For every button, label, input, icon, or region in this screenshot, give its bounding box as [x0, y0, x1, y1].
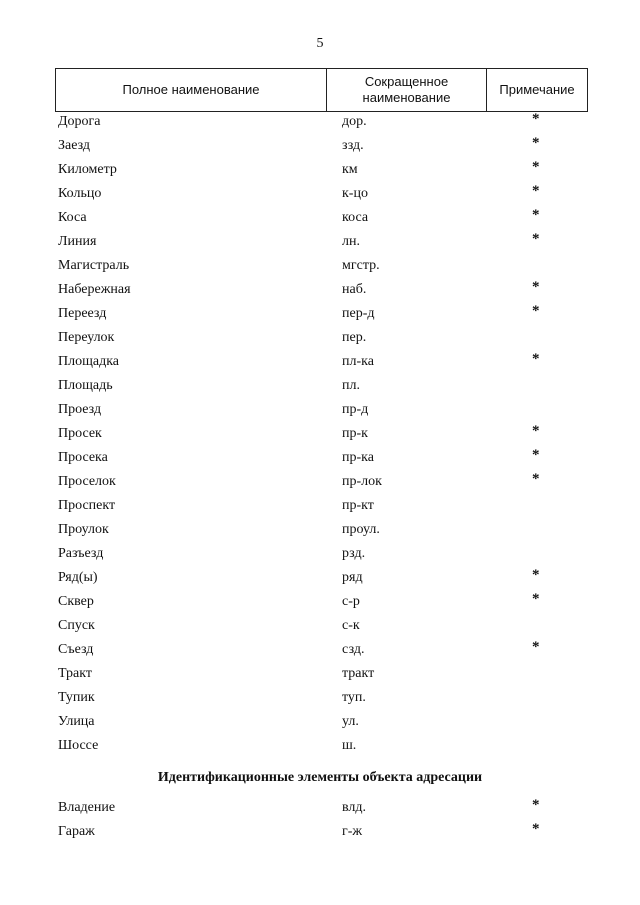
short-name-cell: дор.	[342, 114, 367, 129]
short-name-cell: наб.	[342, 282, 367, 297]
full-name-cell: Разъезд	[58, 546, 104, 561]
note-cell: *	[532, 567, 540, 583]
short-name-cell: пр-кт	[342, 498, 374, 513]
short-name-cell: ул.	[342, 714, 359, 729]
table-row	[0, 542, 640, 566]
full-name-cell: Переезд	[58, 306, 107, 321]
table-row	[0, 614, 640, 638]
note-cell: *	[532, 279, 540, 295]
table-row	[0, 590, 640, 614]
full-name-cell: Километр	[58, 162, 117, 177]
short-name-cell: с-р	[342, 594, 360, 609]
short-name-cell: ззд.	[342, 138, 364, 153]
table-row	[0, 278, 640, 302]
full-name-cell: Заезд	[58, 138, 91, 153]
short-name-cell: к-цо	[342, 186, 368, 201]
note-cell: *	[532, 797, 540, 813]
short-name-cell: мгстр.	[342, 258, 380, 273]
header-full-name: Полное наименование	[56, 69, 327, 112]
short-name-cell: рзд.	[342, 546, 366, 561]
table-row	[0, 820, 640, 844]
page-number: 5	[316, 36, 324, 51]
full-name-cell: Шоссе	[58, 738, 99, 753]
short-name-cell: тракт	[342, 666, 375, 681]
header-short-name-line2: наименование	[362, 90, 451, 105]
full-name-cell: Тракт	[58, 666, 92, 681]
table-row	[0, 182, 640, 206]
short-name-cell: пр-ка	[342, 450, 374, 465]
table-row	[0, 158, 640, 182]
table-row	[0, 302, 640, 326]
note-cell: *	[532, 159, 540, 175]
table-row	[0, 686, 640, 710]
note-cell: *	[532, 423, 540, 439]
full-name-cell: Сквер	[58, 594, 94, 609]
full-name-cell: Коса	[58, 210, 87, 225]
short-name-cell: г-ж	[342, 824, 363, 839]
full-name-cell: Владение	[58, 800, 116, 815]
full-name-cell: Тупик	[58, 690, 95, 705]
header-short-name-line1: Сокращенное	[364, 74, 449, 89]
short-name-cell: пр-к	[342, 426, 368, 441]
identification-elements-list	[0, 796, 640, 844]
table-row	[0, 374, 640, 398]
header-note: Примечание	[487, 69, 588, 112]
table-row	[0, 518, 640, 542]
note-cell: *	[532, 639, 540, 655]
table-row	[0, 350, 640, 374]
table-row	[0, 110, 640, 134]
full-name-cell: Гараж	[58, 824, 95, 839]
table-row	[0, 734, 640, 758]
short-name-cell: ш.	[342, 738, 357, 753]
full-name-cell: Набережная	[58, 282, 131, 297]
table-row	[0, 710, 640, 734]
short-name-cell: пр-лок	[342, 474, 382, 489]
full-name-cell: Проспект	[58, 498, 116, 513]
table-row	[0, 254, 640, 278]
full-name-cell: Площадка	[58, 354, 120, 369]
full-name-cell: Проезд	[58, 402, 102, 417]
table-row	[0, 206, 640, 230]
full-name-cell: Дорога	[58, 114, 101, 129]
table-row	[0, 494, 640, 518]
note-cell: *	[532, 135, 540, 151]
section-title: Идентификационные элементы объекта адресации	[157, 770, 483, 785]
note-cell: *	[532, 207, 540, 223]
short-name-cell: пл-ка	[342, 354, 374, 369]
table-row	[0, 398, 640, 422]
short-name-cell: пер-д	[342, 306, 375, 321]
full-name-cell: Кольцо	[58, 186, 102, 201]
full-name-cell: Площадь	[58, 378, 113, 393]
short-name-cell: проул.	[342, 522, 380, 537]
full-name-cell: Ряд(ы)	[58, 570, 98, 585]
short-name-cell: с-к	[342, 618, 360, 633]
short-name-cell: лн.	[342, 234, 360, 249]
note-cell: *	[532, 111, 540, 127]
short-name-cell: ряд	[342, 570, 363, 585]
table-header	[55, 68, 588, 112]
table-row	[0, 446, 640, 470]
short-name-cell: коса	[342, 210, 369, 225]
short-name-cell: пер.	[342, 330, 367, 345]
full-name-cell: Проселок	[58, 474, 116, 489]
note-cell: *	[532, 183, 540, 199]
note-cell: *	[532, 231, 540, 247]
note-cell: *	[532, 821, 540, 837]
short-name-cell: туп.	[342, 690, 366, 705]
note-cell: *	[532, 591, 540, 607]
note-cell: *	[532, 471, 540, 487]
note-cell: *	[532, 303, 540, 319]
full-name-cell: Просек	[58, 426, 102, 441]
full-name-cell: Магистраль	[58, 258, 130, 273]
short-name-cell: км	[342, 162, 358, 177]
short-name-cell: пр-д	[342, 402, 369, 417]
full-name-cell: Проулок	[58, 522, 109, 537]
full-name-cell: Улица	[58, 714, 95, 729]
full-name-cell: Спуск	[58, 618, 95, 633]
full-name-cell: Съезд	[58, 642, 94, 657]
table-row	[0, 422, 640, 446]
table-row	[0, 638, 640, 662]
short-name-cell: сзд.	[342, 642, 365, 657]
table-row	[0, 796, 640, 820]
table-row	[0, 326, 640, 350]
full-name-cell: Линия	[58, 234, 97, 249]
header-short-name	[327, 69, 487, 112]
table-row	[0, 230, 640, 254]
table-row	[0, 470, 640, 494]
full-name-cell: Переулок	[58, 330, 115, 345]
short-name-cell: пл.	[342, 378, 360, 393]
note-cell: *	[532, 447, 540, 463]
table-row	[0, 134, 640, 158]
short-name-cell: влд.	[342, 800, 367, 815]
full-name-cell: Просека	[58, 450, 108, 465]
note-cell: *	[532, 351, 540, 367]
abbreviation-list	[0, 110, 640, 758]
table-row	[0, 566, 640, 590]
table-row	[0, 662, 640, 686]
